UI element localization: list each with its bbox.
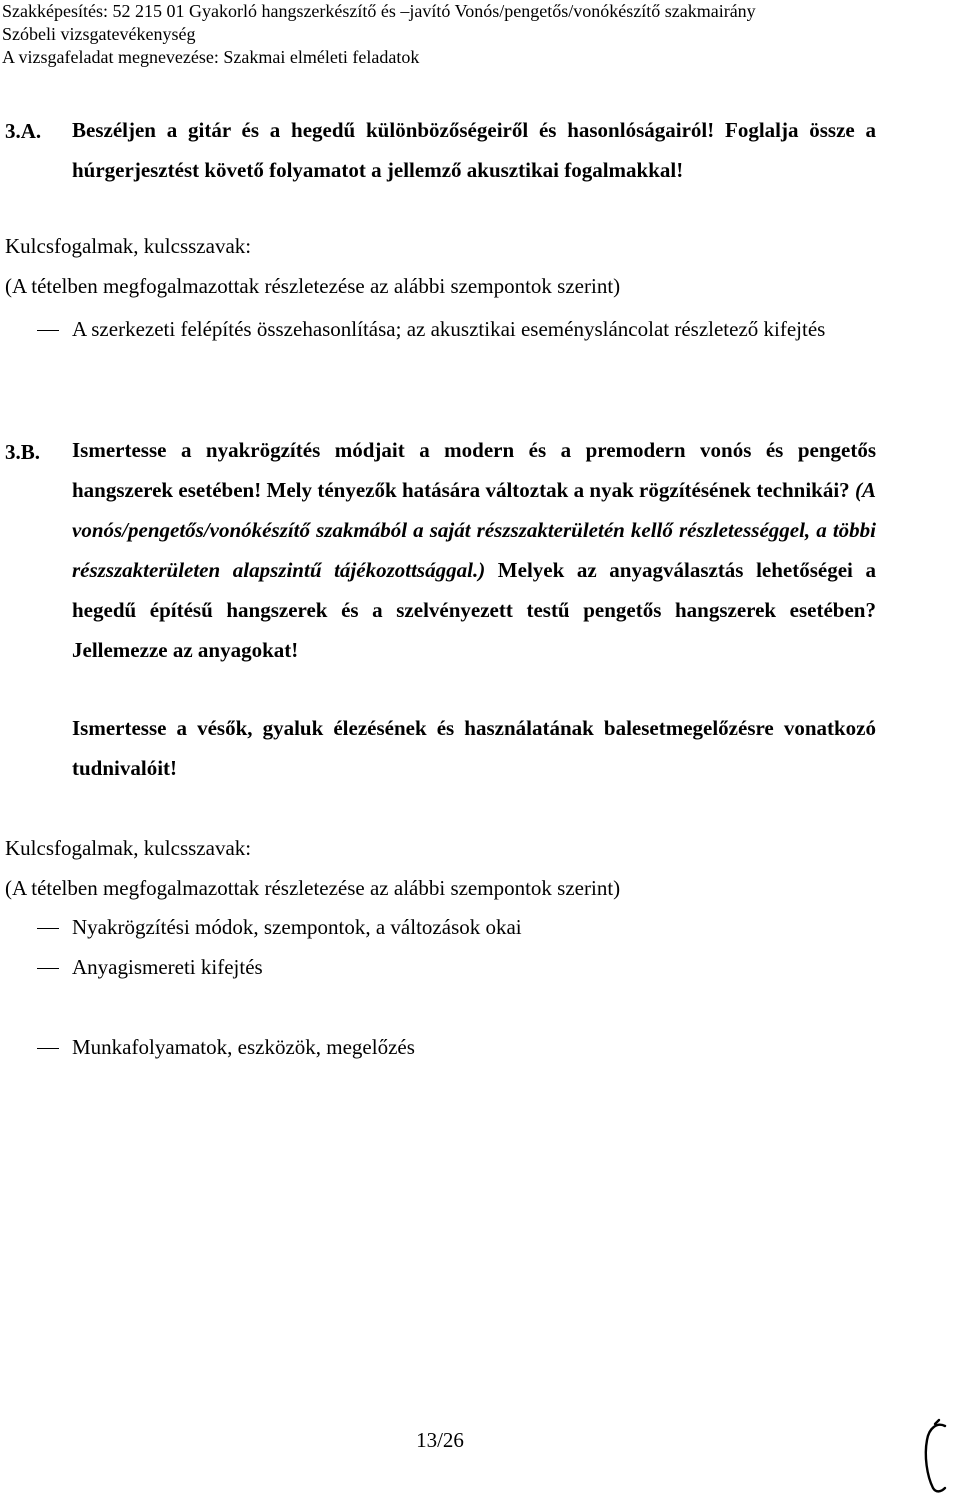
section-b-label: 3.B. (5, 440, 41, 464)
section-b-bullet-2: Anyagismereti kifejtés (72, 955, 263, 979)
section-b-question-2: Melyek az anyagválasztás lehetőségei a hegedű építésű hangszerek és a szelvényezett testű pengetős hangszerek esetében? Jellemezze az anyagokat! (72, 558, 876, 662)
section-b-question-block (72, 430, 876, 670)
section-b-bullet-3: Munkafolyamatok, eszközök, megelőzés (72, 1035, 415, 1059)
section-b-keywords-title: Kulcsfogalmak, kulcsszavak: (5, 836, 252, 860)
handwritten-signature-icon (915, 1418, 955, 1498)
section-b-question-1-note: (A vonós/pengetős/vonókészítő szakmából a saját részszakterületén kellő részletességgel, a többi részszakterületen alapszintű tájékozottsággal.) (72, 478, 877, 582)
page-header (2, 0, 756, 69)
section-a-keywords-intro: (A tételben megfogalmazottak részletezése az alábbi szempontok szerint) (5, 274, 621, 298)
header-qualification: Szakképesítés: 52 215 01 Gyakorló hangszerkészítő és –javító Vonós/pengetős/vonókészítő szakmairány (2, 1, 756, 21)
section-a-question: Beszéljen a gitár és a hegedű különbözőségeiről és hasonlóságairól! Foglalja össze a húrgerjesztést követő folyamatot a jellemző akusztikai fogalmakkal! (72, 118, 876, 182)
section-b-bullet-1: Nyakrögzítési módok, szempontok, a változások okai (72, 915, 522, 939)
header-task-name: A vizsgafeladat megnevezése: Szakmai elméleti feladatok (2, 47, 420, 67)
header-exam-activity: Szóbeli vizsgatevékenység (2, 24, 196, 44)
page-number: 13/26 (416, 1428, 464, 1452)
dash-bullet-icon (37, 928, 59, 929)
dash-bullet-icon (37, 968, 59, 969)
dash-bullet-icon (37, 330, 59, 331)
section-a-label: 3.A. (5, 119, 42, 143)
section-b-question-3: Ismertesse a vésők, gyaluk élezésének és használatának balesetmegelőzésre vonatkozó tudnivalóit! (72, 716, 876, 780)
section-b-keywords-intro: (A tételben megfogalmazottak részletezése az alábbi szempontok szerint) (5, 876, 621, 900)
section-a-bullet-1: A szerkezeti felépítés összehasonlítása; az akusztikai eseménysláncolat részletező kifejtés (72, 317, 826, 341)
section-b-question-1: Ismertesse a nyakrögzítés módjait a modern és a premodern vonós és pengetős hangszerek esetében! Mely tényezők hatására változtak a nyak rögzítésének technikái? (72, 438, 876, 502)
section-a-keywords-title: Kulcsfogalmak, kulcsszavak: (5, 234, 252, 258)
dash-bullet-icon (37, 1048, 59, 1049)
